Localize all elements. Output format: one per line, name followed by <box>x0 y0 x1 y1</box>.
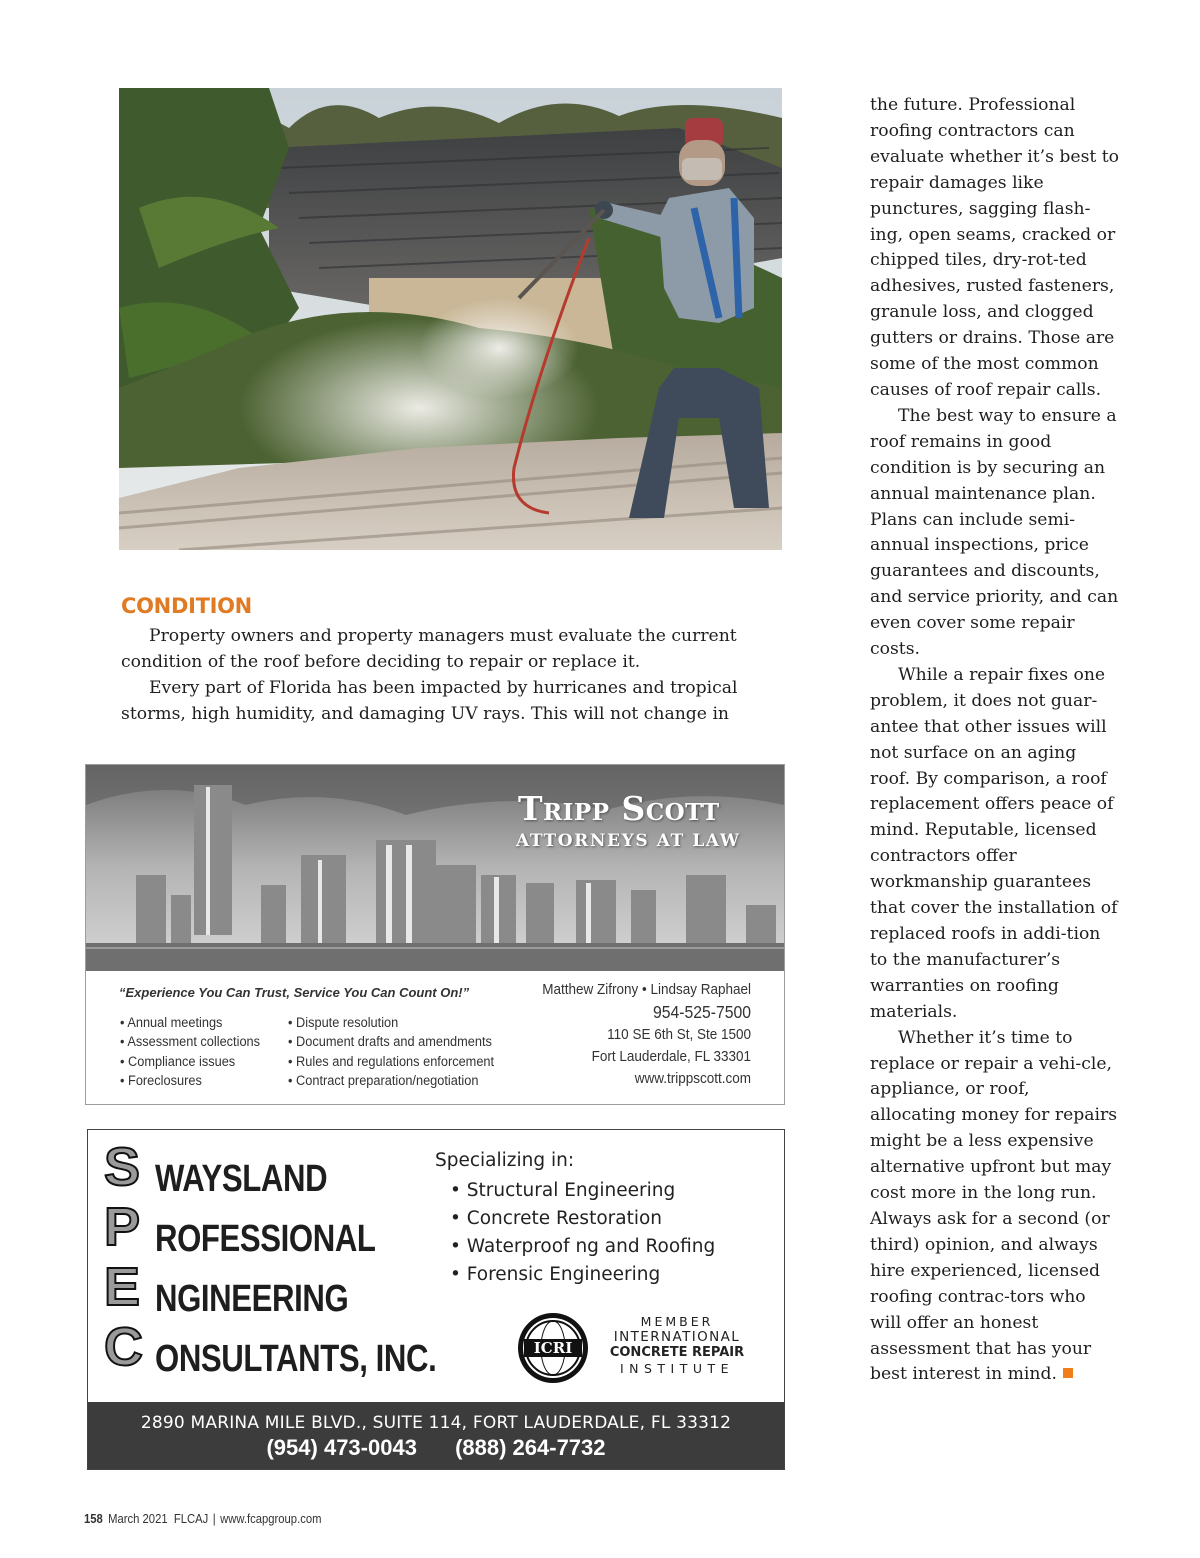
spec-engineering-advertisement[interactable] <box>87 1129 785 1470</box>
service-item: • Waterproof ng and Roofing <box>450 1233 715 1261</box>
tripp-scott-slogan: “Experience You Can Trust, Service You Can Count On!” <box>119 985 470 1000</box>
tripp-services-right <box>288 1014 494 1091</box>
service-item: • Concrete Restoration <box>450 1205 715 1233</box>
spec-services-list <box>450 1177 715 1289</box>
spec-word-swaysland: WAYSLAND <box>155 1158 328 1200</box>
spec-address: 2890 MARINA MILE BLVD., SUITE 114, FORT LAUDERDALE, FL 33312 <box>140 1413 732 1433</box>
article-right-column <box>870 93 1120 1388</box>
service-item: • Forensic Engineering <box>450 1261 715 1289</box>
service-item: • Structural Engineering <box>450 1177 715 1205</box>
article-paragraph: Property owners and property managers must evaluate the current condition of the roof before deciding to repair or replace it. <box>121 626 737 672</box>
spec-word-professional: ROFESSIONAL <box>155 1218 376 1260</box>
footer-separator: | <box>212 1512 216 1526</box>
service-item: • Annual meetings <box>120 1014 260 1033</box>
spec-letter-s: S <box>104 1137 141 1197</box>
service-item: • Contract preparation/negotiation <box>288 1072 494 1091</box>
service-item: • Document drafts and amendments <box>288 1033 494 1052</box>
article-paragraph: Every part of Florida has been impacted by hurricanes and tropical storms, high humidity, and damaging UV rays. This will not change in <box>121 678 738 724</box>
article-paragraph: the future. Professional roofing contractors can evaluate whether it’s best to repair damages like punctures, sagging flash-ing, open seams, cracked or chipped tiles, dry-rot-ted adhesives, rusted fasteners, granule loss, and clogged gutters or drains. Those are some of the most common causes of roof repair calls. <box>870 95 1120 400</box>
tripp-scott-subtitle: ATTORNEYS AT LAW <box>516 831 741 851</box>
service-item: • Dispute resolution <box>288 1014 494 1033</box>
icri-line: INSTITUTE <box>619 1360 735 1376</box>
section-heading: CONDITION <box>121 594 252 618</box>
spec-word-engineering: NGINEERING <box>155 1278 349 1320</box>
service-item: • Assessment collections <box>120 1033 260 1052</box>
icri-membership <box>600 1314 754 1376</box>
icri-line: INTERNATIONAL <box>613 1328 741 1345</box>
tripp-address-line1: 110 SE 6th St, Ste 1500 <box>607 1026 751 1043</box>
end-of-article-icon <box>1063 1368 1073 1378</box>
spec-phone-tollfree[interactable]: (888) 264-7732 <box>455 1435 606 1460</box>
page-number: 158 <box>84 1512 103 1526</box>
issue-date: March 2021 <box>108 1512 168 1526</box>
spec-letter-e: E <box>104 1257 141 1317</box>
article-paragraph-last <box>870 1026 1120 1389</box>
service-item: • Rules and regulations enforcement <box>288 1053 494 1072</box>
specializing-label: Specializing in: <box>435 1150 575 1171</box>
spec-letter-p: P <box>104 1197 141 1257</box>
publication-name: FLCAJ <box>173 1512 209 1526</box>
article-paragraph: While a repair fixes one problem, it does not guar-antee that other issues will not surface on an aging roof. By comparison, a roof replacement offers peace of mind. Reputable, licensed contractors offer workmanship guarantees that cover the installation of replaced roofs in addi-tion to the manufacturer’s warranties on roofing materials. <box>870 664 1118 1022</box>
tripp-scott-logo: Tripp Scott <box>518 789 720 828</box>
icri-logo-text: ICRI <box>533 1339 573 1357</box>
icri-line: CONCRETE REPAIR <box>609 1345 745 1360</box>
page-footer <box>84 1512 321 1526</box>
service-item: • Foreclosures <box>120 1072 260 1091</box>
spec-word-consultants: ONSULTANTS, INC. <box>155 1338 437 1380</box>
tripp-address-line2: Fort Lauderdale, FL 33301 <box>591 1048 751 1065</box>
tripp-contact-block <box>542 979 751 1090</box>
tripp-scott-advertisement[interactable] <box>85 764 785 1105</box>
attorney-names: Matthew Zifrony • Lindsay Raphael <box>542 981 751 998</box>
tripp-website-link[interactable]: www.trippscott.com <box>634 1070 751 1087</box>
tripp-phone[interactable]: 954-525-7500 <box>652 1002 751 1022</box>
publication-website-link[interactable]: www.fcapgroup.com <box>220 1512 322 1526</box>
roof-cleaning-photo <box>119 88 782 550</box>
article-paragraph-text: Whether it’s time to replace or repair a vehi-cle, appliance, or roof, allocating money for repairs might be a less expensive alternative upfront but may cost more in the long run. Always ask for a second (or third) opinion, and always hire experienced, licensed roofing contrac-tors who will offer an honest assessment that has your best interest in mind. <box>870 1027 1118 1385</box>
tripp-services-left <box>120 1014 260 1091</box>
icri-member-label: MEMBER <box>640 1314 714 1329</box>
spec-phone-local[interactable]: (954) 473-0043 <box>266 1435 417 1460</box>
spec-letter-c: C <box>104 1317 143 1377</box>
service-item: • Compliance issues <box>120 1053 260 1072</box>
spec-phones <box>88 1435 784 1461</box>
icri-logo-icon <box>516 1311 590 1389</box>
article-left-column <box>121 623 781 727</box>
article-paragraph: The best way to ensure a roof remains in good condition is by securing an annual maintenance plan. Plans can include semi-annual inspections, price guarantees and discounts, and service priority, and can even cover some repair costs. <box>870 405 1119 660</box>
spec-contact-bar <box>88 1402 784 1469</box>
